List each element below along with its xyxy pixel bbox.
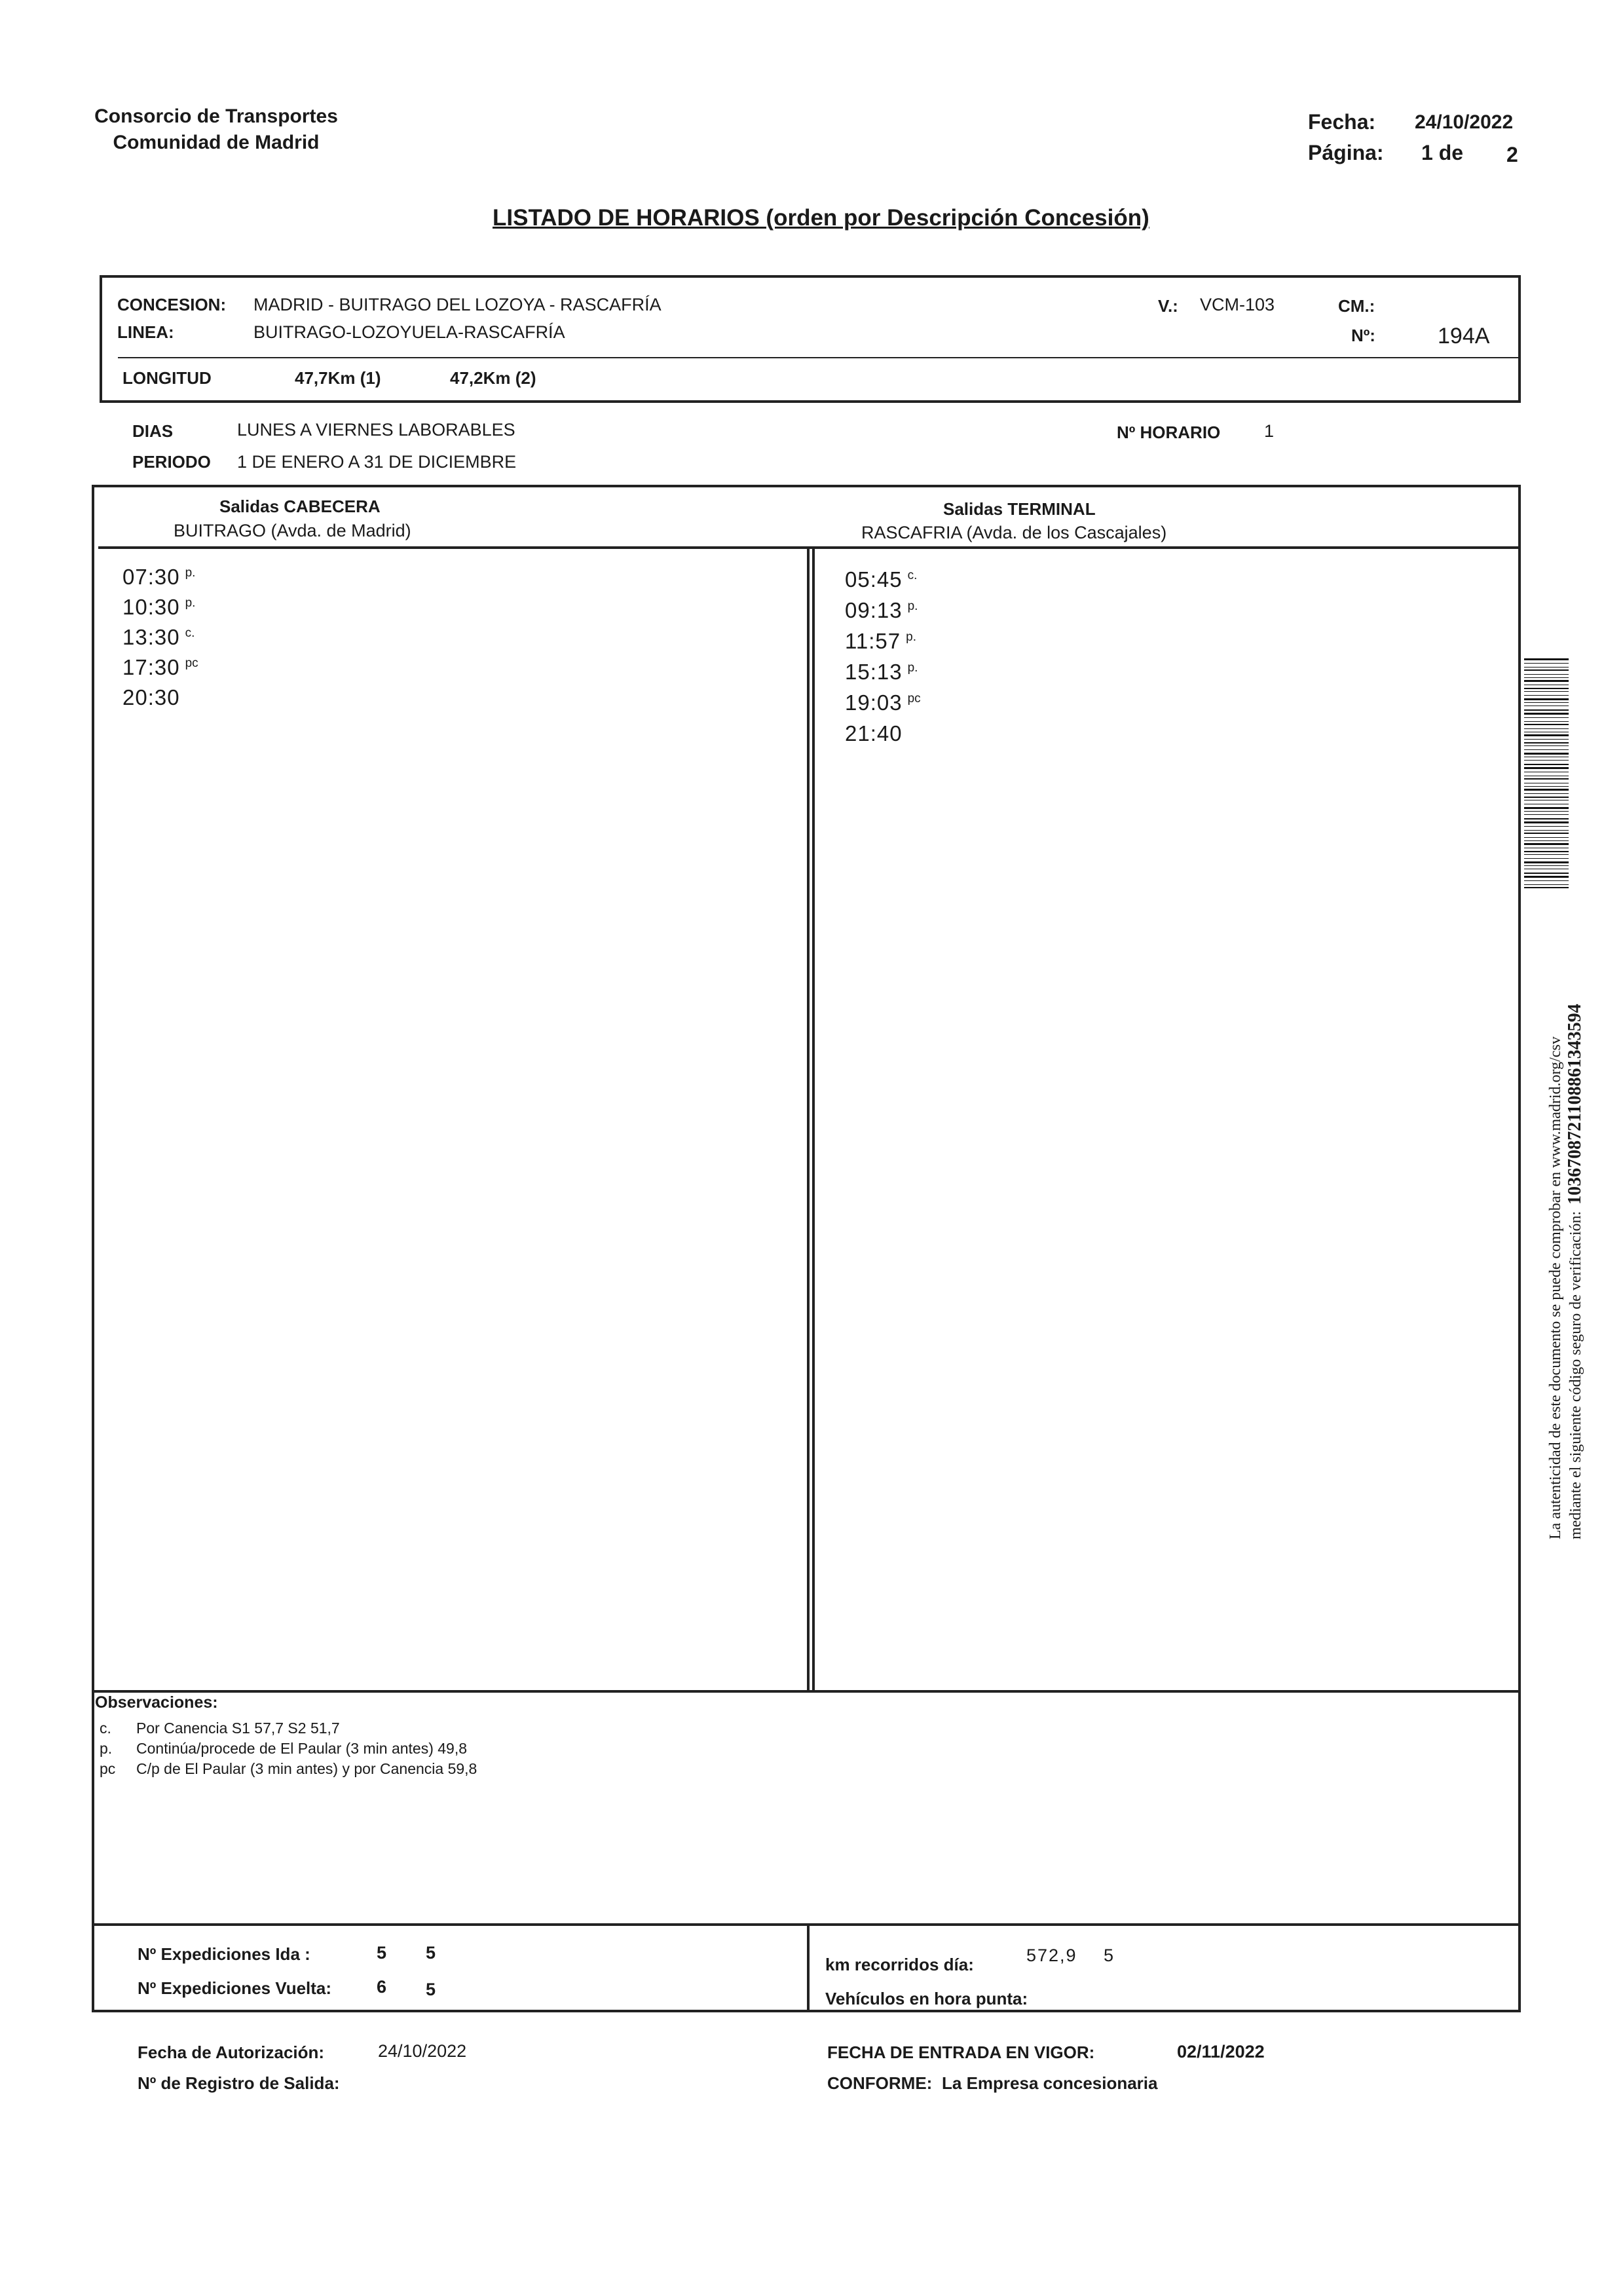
barcode-bar bbox=[1524, 789, 1569, 791]
pagina-total: 2 bbox=[1506, 143, 1518, 166]
v-label: V.: bbox=[1158, 296, 1178, 316]
vehiculos-label: Vehículos en hora punta: bbox=[825, 1989, 1028, 2008]
terminal-stop: RASCAFRIA (Avda. de los Cascajales) bbox=[861, 523, 1167, 542]
terminal-time-2: 09:13 $^{p.}$ bbox=[845, 598, 918, 622]
org-line-2: Comunidad de Madrid bbox=[113, 132, 320, 153]
cabecera-time-2: 10:30 $^{p.}$ bbox=[122, 595, 196, 619]
column-divider-right bbox=[812, 546, 815, 1693]
barcode-bar bbox=[1524, 742, 1569, 743]
totals-divider bbox=[93, 1923, 1520, 1926]
barcode-bar bbox=[1524, 884, 1569, 885]
km-label: km recorridos día: bbox=[825, 1955, 974, 1974]
vigor-label: FECHA DE ENTRADA EN VIGOR: bbox=[827, 2042, 1095, 2062]
time-note: p. bbox=[907, 661, 918, 675]
observation-item: p. Continúa/procede de El Paular (3 min antes) 49,8 bbox=[100, 1740, 468, 1757]
barcode-bar bbox=[1524, 663, 1569, 664]
v-value: VCM-103 bbox=[1200, 295, 1275, 314]
barcode-bar bbox=[1524, 865, 1569, 866]
linea-value: BUITRAGO-LOZOYUELA-RASCAFRÍA bbox=[253, 322, 565, 342]
terminal-time-4: 15:13 $^{p.}$ bbox=[845, 660, 918, 684]
time-note: p. bbox=[185, 596, 196, 610]
cabecera-time-3: 13:30 $^{c.}$ bbox=[122, 625, 195, 649]
barcode-bar bbox=[1524, 880, 1569, 881]
barcode-bar bbox=[1524, 669, 1569, 671]
cabecera-stop: BUITRAGO (Avda. de Madrid) bbox=[174, 521, 411, 540]
linea-label: LINEA: bbox=[117, 322, 174, 342]
timetable-frame bbox=[92, 485, 1521, 2012]
totals-column-divider bbox=[807, 1923, 810, 2012]
km-value: 572,9 bbox=[1026, 1946, 1077, 1965]
barcode-bar bbox=[1524, 814, 1569, 815]
dias-label: DIAS bbox=[132, 421, 174, 441]
dias-value: LUNES A VIERNES LABORABLES bbox=[237, 420, 515, 440]
barcode-bar bbox=[1524, 826, 1569, 827]
barcode-bar bbox=[1524, 818, 1569, 819]
barcode-bar bbox=[1524, 674, 1569, 675]
longitud-2: 47,2Km (2) bbox=[450, 368, 536, 388]
barcode-bar bbox=[1524, 695, 1569, 696]
barcode-bar bbox=[1524, 851, 1569, 852]
barcode-bar bbox=[1524, 680, 1569, 682]
verification-code: 1036708721108861343594 bbox=[1565, 1004, 1585, 1205]
terminal-time-6: 21:40 bbox=[845, 721, 903, 745]
time-note: c. bbox=[185, 626, 195, 640]
barcode-bar bbox=[1524, 861, 1569, 863]
barcode-bar bbox=[1524, 709, 1569, 711]
barcode-bar bbox=[1524, 876, 1569, 878]
vigor-value: 02/11/2022 bbox=[1177, 2042, 1265, 2061]
time-note: p. bbox=[185, 566, 196, 580]
cabecera-time-4: 17:30 $^{pc}$ bbox=[122, 655, 198, 679]
barcode-bar bbox=[1524, 717, 1569, 718]
barcode-bar bbox=[1524, 749, 1569, 750]
barcode-bar bbox=[1524, 843, 1569, 845]
observations-heading: Observaciones: bbox=[95, 1693, 218, 1712]
autorizacion-label: Fecha de Autorización: bbox=[138, 2042, 325, 2062]
barcode-bar bbox=[1524, 702, 1569, 703]
expediciones-vuelta-label: Nº Expediciones Vuelta: bbox=[138, 1978, 332, 1998]
org-line-1: Consorcio de Transportes bbox=[94, 105, 338, 127]
terminal-time-5: 19:03 $^{pc}$ bbox=[845, 690, 921, 715]
terminal-time-3: 11:57 $^{p.}$ bbox=[845, 629, 916, 653]
km-extra: 5 bbox=[1104, 1946, 1114, 1965]
periodo-label: PERIODO bbox=[132, 452, 211, 472]
barcode-bar bbox=[1524, 778, 1569, 780]
organization-name bbox=[85, 104, 347, 156]
barcode-bar bbox=[1524, 807, 1569, 809]
barcode-bar bbox=[1524, 745, 1569, 746]
barcode-bar bbox=[1524, 854, 1569, 855]
registro-label: Nº de Registro de Salida: bbox=[138, 2073, 340, 2093]
observation-item: c. Por Canencia S1 57,7 S2 51,7 bbox=[100, 1720, 340, 1737]
time-note: p. bbox=[906, 630, 916, 644]
barcode-bar bbox=[1524, 887, 1569, 888]
pagina-value: 1 de bbox=[1421, 141, 1464, 164]
fecha-label: Fecha: bbox=[1308, 110, 1376, 134]
observation-item: pc C/p de El Paular (3 min antes) y por Canencia 59,8 bbox=[100, 1760, 477, 1777]
cabecera-time-1: 07:30 $^{p.}$ bbox=[122, 565, 196, 589]
horario-label: Nº HORARIO bbox=[1117, 423, 1221, 442]
expediciones-vuelta-a: 6 bbox=[377, 1977, 387, 1997]
barcode-bar bbox=[1524, 786, 1569, 787]
horario-value: 1 bbox=[1264, 421, 1275, 441]
conforme-label: CONFORME: bbox=[827, 2073, 933, 2093]
barcode-bar bbox=[1524, 858, 1569, 859]
observations-divider bbox=[93, 1690, 1520, 1693]
barcode-bar bbox=[1524, 739, 1569, 740]
verification-text bbox=[1546, 1004, 1586, 1539]
barcode-bar bbox=[1524, 658, 1569, 660]
barcode-bar bbox=[1524, 793, 1569, 794]
barcode-bar bbox=[1524, 734, 1569, 736]
expediciones-ida-a: 5 bbox=[377, 1943, 387, 1963]
longitud-label: LONGITUD bbox=[122, 368, 212, 388]
cm-label: CM.: bbox=[1338, 296, 1375, 316]
verification-line-1: La autenticidad de este documento se puede comprobar en www.madrid.org/csv bbox=[1547, 1036, 1564, 1539]
time-note: pc bbox=[185, 656, 198, 670]
barcode-bar bbox=[1524, 728, 1569, 729]
barcode-bar bbox=[1524, 698, 1569, 700]
page-title: LISTADO DE HORARIOS (orden por Descripción Concesión) bbox=[493, 205, 1149, 231]
barcode-bar bbox=[1524, 840, 1569, 841]
barcode-bar bbox=[1524, 753, 1569, 755]
terminal-time-1: 05:45 $^{c.}$ bbox=[845, 567, 918, 592]
barcode-bar bbox=[1524, 830, 1569, 831]
time-note: pc bbox=[907, 692, 921, 706]
barcode-bar bbox=[1524, 721, 1569, 722]
expediciones-ida-label: Nº Expediciones Ida : bbox=[138, 1944, 310, 1964]
cabecera-time-5: 20:30 bbox=[122, 685, 180, 709]
fecha-value: 24/10/2022 bbox=[1415, 111, 1514, 133]
autorizacion-value: 24/10/2022 bbox=[378, 2041, 467, 2061]
n-label: Nº: bbox=[1351, 326, 1375, 345]
verification-line-2: mediante el siguiente código seguro de verificación:1036708721108861343594 bbox=[1565, 1004, 1585, 1539]
column-divider-left bbox=[807, 546, 810, 1693]
periodo-value: 1 DE ENERO A 31 DE DICIEMBRE bbox=[237, 452, 517, 472]
concesion-value: MADRID - BUITRAGO DEL LOZOYA - RASCAFRÍA bbox=[253, 295, 662, 314]
pagina-label: Página: bbox=[1308, 141, 1384, 164]
expediciones-ida-b: 5 bbox=[426, 1943, 436, 1963]
line-number: 194A bbox=[1438, 324, 1490, 348]
barcode-bar bbox=[1524, 811, 1569, 812]
barcode-bar bbox=[1524, 724, 1569, 725]
verification-barcode bbox=[1524, 658, 1569, 894]
barcode-bar bbox=[1524, 833, 1569, 834]
barcode-bar bbox=[1524, 691, 1569, 692]
barcode-bar bbox=[1524, 837, 1569, 838]
barcode-bar bbox=[1524, 767, 1569, 769]
expediciones-vuelta-b: 5 bbox=[426, 1980, 436, 1999]
barcode-bar bbox=[1524, 667, 1569, 668]
concession-divider bbox=[118, 357, 1520, 358]
time-note: p. bbox=[907, 599, 918, 613]
time-note: c. bbox=[907, 569, 918, 582]
terminal-heading: Salidas TERMINAL bbox=[943, 499, 1096, 519]
conforme-value: La Empresa concesionaria bbox=[942, 2073, 1158, 2093]
barcode-bar bbox=[1524, 688, 1569, 689]
barcode-bar bbox=[1524, 764, 1569, 765]
barcode-bar bbox=[1524, 760, 1569, 761]
barcode-bar bbox=[1524, 677, 1569, 678]
barcode-bar bbox=[1524, 821, 1569, 823]
barcode-bar bbox=[1524, 713, 1569, 715]
longitud-1: 47,7Km (1) bbox=[295, 368, 381, 388]
cabecera-heading: Salidas CABECERA bbox=[219, 497, 381, 516]
barcode-bar bbox=[1524, 797, 1569, 798]
concesion-label: CONCESION: bbox=[117, 295, 227, 314]
barcode-bar bbox=[1524, 873, 1569, 874]
